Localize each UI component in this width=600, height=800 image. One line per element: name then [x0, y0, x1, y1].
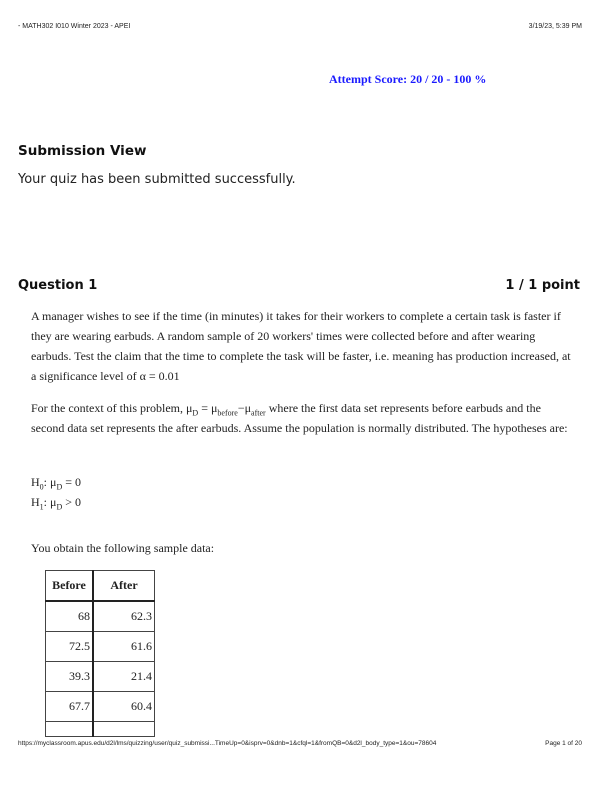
table-cell [93, 722, 155, 737]
table-cell: 62.3 [93, 601, 155, 632]
table-cell: 39.3 [46, 662, 94, 692]
context-paragraph: For the context of this problem, $\mu_D = \mu_{before}-\mu_{after}$ where the first data set represents before earbuds and the second data set represents the after earbuds. Assume the population is normally distributed. The hypotheses are: [31, 401, 568, 435]
table-row [46, 722, 155, 737]
sample-data-intro: You obtain the following sample data: [31, 541, 215, 555]
table-row [46, 632, 155, 662]
attempt-score: Attempt Score: 20 / 20 - 100 % [329, 72, 487, 86]
table-header-before: Before [46, 571, 94, 602]
table-header-row [46, 571, 155, 602]
table-cell [46, 722, 94, 737]
header-course: - MATH302 I010 Winter 2023 - APEI [18, 23, 131, 30]
question-paragraph: A manager wishes to see if the time (in minutes) it takes for their workers to complete a certain task is faster if they are wearing earbuds. A random sample of 20 workers' times were collected before and after wearing earbuds. Test the claim that the time to complete the task will be faster, i.e. meaning has production increased, at a significance level of α = 0.01 [31, 309, 571, 383]
submission-view-title: Submission View [18, 143, 147, 159]
table-row [46, 692, 155, 722]
table-row [46, 601, 155, 632]
table-header-after: After [93, 571, 155, 602]
table-cell: 67.7 [46, 692, 94, 722]
footer-url[interactable]: https://myclassroom.apus.edu/d2l/lms/quizzing/user/quiz_submissi...TimeUp=0&isprv=0&dnb=1&cfql=1&fromQB=0&d2l_body_type=1&ou=78604 [18, 740, 437, 747]
alternative-hypothesis: $H_1$: $\mu_D > 0$ [31, 495, 82, 512]
table-cell: 72.5 [46, 632, 94, 662]
footer-page-number: Page 1 of 20 [545, 740, 582, 747]
submission-message: Your quiz has been submitted successfully. [18, 172, 296, 187]
header-datetime: 3/19/23, 5:39 PM [528, 23, 582, 30]
table-cell: 21.4 [93, 662, 155, 692]
null-hypothesis: $H_0$: $\mu_D = 0$ [31, 475, 82, 492]
sample-data-table [45, 570, 155, 737]
table-cell: 60.4 [93, 692, 155, 722]
question-title: Question 1 [18, 278, 98, 293]
table-row [46, 662, 155, 692]
table-cell: 68 [46, 601, 94, 632]
table-cell: 61.6 [93, 632, 155, 662]
question-points: 1 / 1 point [505, 278, 580, 293]
